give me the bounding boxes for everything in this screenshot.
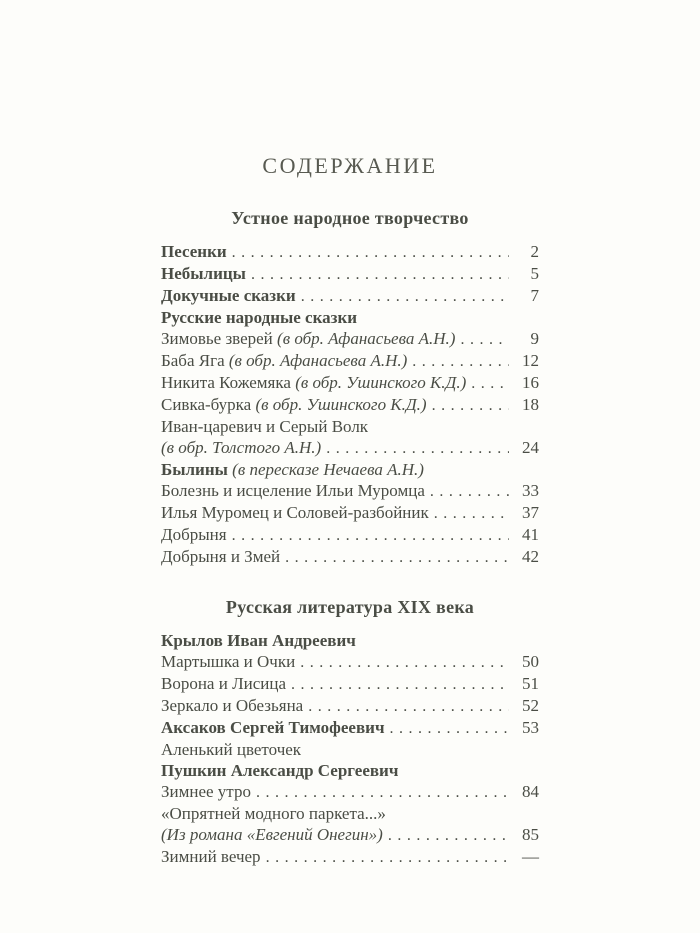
dot-leader — [251, 263, 509, 285]
dot-leader — [412, 350, 509, 372]
toc-entry — [161, 241, 539, 263]
entry-title: Зимний вечер — [161, 847, 261, 866]
toc-entry — [161, 524, 539, 546]
page-number: 85 — [522, 825, 539, 844]
entry-title: Никита Кожемяка (в обр. Ушинского К.Д.) — [161, 373, 467, 392]
toc-entry — [161, 480, 539, 502]
toc-entry — [161, 263, 539, 285]
toc-entry — [161, 372, 539, 394]
toc-entry — [161, 739, 539, 760]
toc-entry — [161, 350, 539, 372]
entry-title: Крылов Иван Андреевич — [161, 631, 356, 650]
entry-annotation: (в обр. Афанасьева А.Н.) — [277, 329, 456, 348]
section-heading: Устное народное творчество — [231, 208, 469, 228]
dot-leader — [301, 285, 509, 307]
toc-entry — [161, 630, 539, 651]
entry-annotation: (в обр. Ушинского К.Д.) — [295, 373, 467, 392]
toc-entry — [161, 437, 539, 459]
dot-leader — [266, 846, 509, 868]
dot-leader — [430, 480, 509, 502]
dot-leader — [256, 781, 509, 803]
toc-entry — [161, 846, 539, 868]
entry-title: Болезнь и исцеление Ильи Муромца — [161, 481, 425, 500]
page-number: 51 — [522, 674, 539, 693]
page-number: 50 — [522, 652, 539, 671]
toc-entry — [161, 673, 539, 695]
page-number: 7 — [530, 286, 539, 305]
entry-title: Зимовье зверей (в обр. Афанасьева А.Н.) — [161, 329, 456, 348]
entry-title: Сивка-бурка (в обр. Ушинского К.Д.) — [161, 395, 427, 414]
entry-title: Аксаков Сергей Тимофеевич — [161, 718, 385, 737]
dot-leader — [388, 824, 509, 846]
dot-leader — [432, 394, 509, 416]
page-number: 24 — [522, 438, 539, 457]
toc-entry — [161, 695, 539, 717]
page-number: 33 — [522, 481, 539, 500]
entry-title: Песенки — [161, 242, 227, 261]
entry-title: Русские народные сказки — [161, 308, 358, 327]
entry-annotation: (в пересказе Нечаева А.Н.) — [232, 460, 424, 479]
entry-title: Пушкин Александр Сергеевич — [161, 761, 399, 780]
toc-entry — [161, 328, 539, 350]
toc-entry — [161, 824, 539, 846]
page-number: 12 — [522, 351, 539, 370]
entry-title: Докучные сказки — [161, 286, 296, 305]
page-number: 16 — [522, 373, 539, 392]
entry-title — [161, 824, 383, 845]
entry-title: Добрыня и Змей — [161, 547, 281, 566]
entry-title: «Опрятней модного паркета...» — [161, 804, 386, 823]
page-number: 9 — [530, 329, 539, 348]
page-number: 41 — [522, 525, 539, 544]
toc-entry — [161, 781, 539, 803]
dot-leader — [471, 372, 509, 394]
entry-title: Иван-царевич и Серый Волк — [161, 417, 369, 436]
toc-entry — [161, 760, 539, 781]
page-number: 2 — [530, 242, 539, 261]
page-number: 84 — [522, 782, 539, 801]
page-title: СОДЕРЖАНИЕ — [262, 153, 438, 178]
entry-title: Зимнее утро — [161, 782, 251, 801]
page-number: — — [522, 847, 539, 866]
entry-annotation: (в обр. Толстого А.Н.) — [161, 438, 322, 457]
book-page — [161, 0, 539, 868]
dot-leader — [300, 651, 509, 673]
page-number: 42 — [522, 547, 539, 566]
dot-leader — [434, 502, 509, 524]
entry-title: Аленький цветочек — [161, 740, 302, 759]
entry-title: Илья Муромец и Соловей-разбойник — [161, 503, 429, 522]
entry-title: Небылицы — [161, 264, 246, 283]
toc-entry — [161, 502, 539, 524]
dot-leader — [291, 673, 509, 695]
toc-entry — [161, 459, 539, 480]
page-number: 52 — [522, 696, 539, 715]
page-number: 53 — [522, 718, 539, 737]
dot-leader — [308, 695, 509, 717]
entry-title: Былины (в пересказе Нечаева А.Н.) — [161, 460, 424, 479]
entry-annotation: (Из романа «Евгений Онегин») — [161, 825, 383, 844]
toc-entry — [161, 546, 539, 568]
entry-title: Добрыня — [161, 525, 227, 544]
page-number: 5 — [530, 264, 539, 283]
entry-annotation: (в обр. Афанасьева А.Н.) — [228, 351, 408, 370]
toc-entry — [161, 803, 539, 824]
dot-leader — [460, 328, 509, 350]
dot-leader — [326, 437, 509, 459]
entry-title: Ворона и Лисица — [161, 674, 286, 693]
toc-entry — [161, 717, 539, 739]
toc-entry — [161, 416, 539, 437]
entry-annotation: (в обр. Ушинского К.Д.) — [255, 395, 427, 414]
dot-leader — [232, 241, 509, 263]
entry-title: Мартышка и Очки — [161, 652, 296, 671]
toc-sections — [161, 208, 539, 868]
toc-entry — [161, 285, 539, 307]
toc-entry — [161, 394, 539, 416]
entry-title: Баба Яга (в обр. Афанасьева А.Н.) — [161, 351, 408, 370]
entry-title — [161, 437, 321, 458]
dot-leader — [390, 717, 509, 739]
section-heading: Русская литература XIX века — [225, 597, 475, 617]
page-number: 18 — [522, 395, 539, 414]
entry-title: Зеркало и Обезьяна — [161, 696, 304, 715]
page-number: 37 — [522, 503, 539, 522]
dot-leader — [285, 546, 509, 568]
toc-entry — [161, 307, 539, 328]
dot-leader — [232, 524, 509, 546]
toc-entry — [161, 651, 539, 673]
